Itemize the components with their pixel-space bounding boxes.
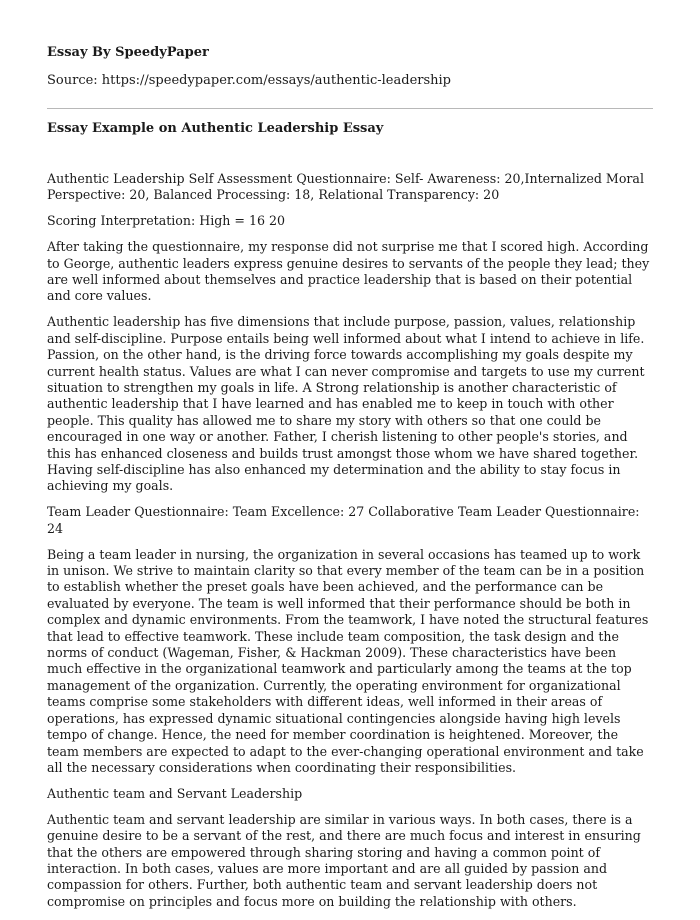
paragraph-five-dimensions: Authentic leadership has five dimensions that include purpose, passion, values, relationship and self-discipline. Purpose entails being well informed about what I intend to achieve in life. Passion, on the other hand, is the driving force towards accomplishing my goals despite my current health status. Values are what I can never compromise and targets to use my current situation to strengthen my goals in life. A Strong relationship is another characteristic of authentic leadership that I have learned and has enabled me to keep in touch with other people. This quality has allowed me to share my story with others so that one could be encouraged in one way or another. Father, I cherish listening to other people's stories, and this has enhanced closeness and builds trust amongst those whom we have shared together. Having self-discipline has also enhanced my determination and the ability to stay focus in achieving my goals. <box>47 314 645 494</box>
essay-title: Essay Example on Authentic Leadership Essay <box>47 121 384 136</box>
section-heading-servant-leadership: Authentic team and Servant Leadership <box>47 785 303 801</box>
paragraph-scoring-interpretation: Scoring Interpretation: High = 16 20 <box>47 213 286 229</box>
paragraph-team-leader-nursing: Being a team leader in nursing, the organization in several occasions has teamed up to work in unison. We strive to maintain clarity so that every member of the team can be in a position to establish whether the preset goals have been achieved, and the performance can be evaluated by everyone. The team is well informed that their performance should be both in complex and dynamic environments. From the teamwork, I have noted the structural features that lead to effective teamwork. These include team composition, the task design and the norms of conduct (Wageman, Fisher, & Hackman 2009). These characteristics have been much effective in the organizational teamwork and particularly among the teams at the top management of the organization. Currently, the operating environment for organizational teams comprise some stakeholders with different ideas, well informed in their areas of operations, has expressed dynamic situational contingencies alongside having high levels tempo of change. Hence, the need for member coordination is heightened. Moreover, the team members are expected to adapt to the ever-changing operational environment and take all the necessary considerations when coordinating their responsibilities. <box>47 546 649 775</box>
paragraph-servant-leadership: Authentic team and servant leadership are similar in various ways. In both cases, there is a genuine desire to be a servant of the rest, and there are much focus and interest in ensuring that the others are empowered through sharing storing and having a common point of interaction. In both cases, values are more important and are all guided by passion and compassion for others. Further, both authentic team and servant leadership doers not compromise on principles and focus more on building the relationship with others. <box>47 811 641 909</box>
essay-body <box>47 171 653 920</box>
paragraph-team-questionnaire: Team Leader Questionnaire: Team Excellence: 27 Collaborative Team Leader Questionnaire: 24 <box>47 504 640 536</box>
paragraph-questionnaire-scores: Authentic Leadership Self Assessment Questionnaire: Self- Awareness: 20,Internalized Moral Perspective: 20, Balanced Processing: 18, Relational Transparency: 20 <box>47 171 644 203</box>
document-source-line: Source: https://speedypaper.com/essays/authentic-leadership <box>47 73 452 88</box>
document-header-title: Essay By SpeedyPaper <box>47 45 209 60</box>
header-divider <box>47 108 653 109</box>
paragraph-questionnaire-response: After taking the questionnaire, my response did not surprise me that I scored high. According to George, authentic leaders express genuine desires to servants of the people they lead; they are well informed about themselves and practice leadership that is based on their potential and core values. <box>47 239 650 304</box>
